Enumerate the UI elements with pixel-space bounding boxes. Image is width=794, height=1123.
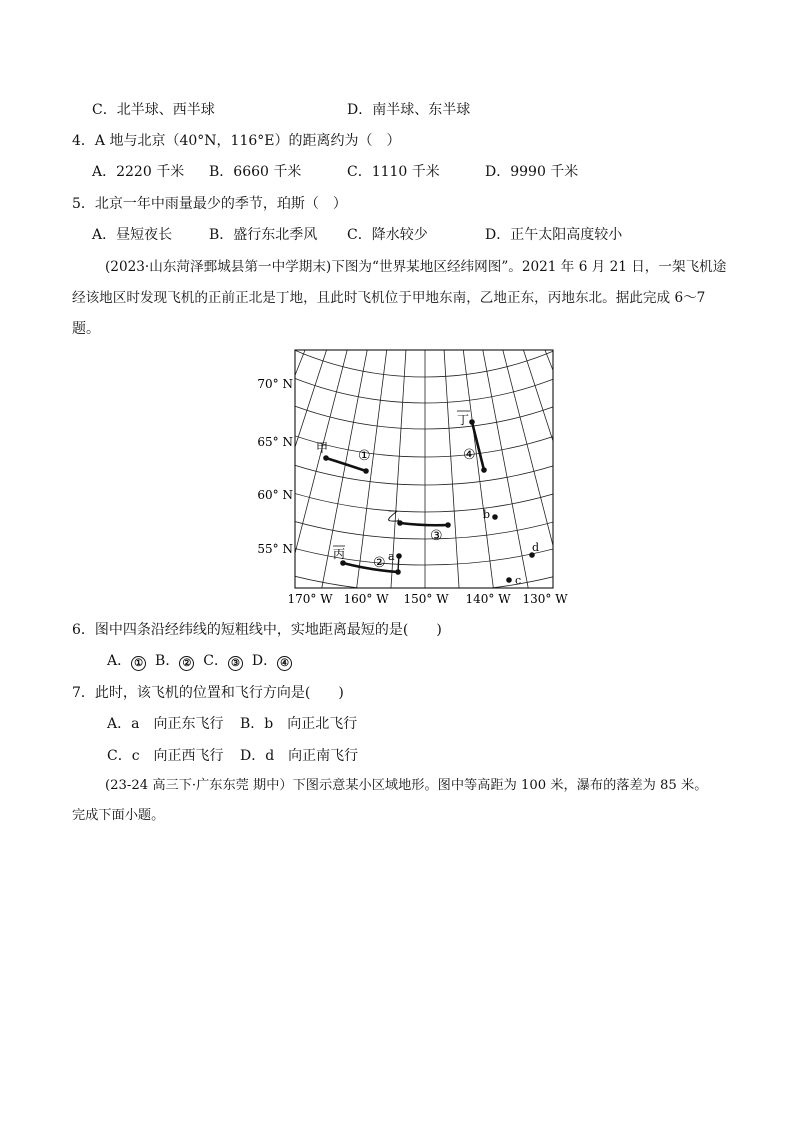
- graticule-map: [257, 347, 575, 609]
- q7-option-a: A．a 向正东飞行: [107, 716, 224, 732]
- meridian-line: [425, 47, 599, 725]
- q4-stem: 4．A 地与北京（40°N，116°E）的距离约为（ ）: [72, 133, 401, 149]
- label-yi: 乙: [387, 510, 401, 525]
- q5-option-c: C．降水较少: [347, 227, 428, 243]
- lon-label-130: 130° W: [522, 592, 568, 606]
- q4-option-b: B．6660 千米: [209, 164, 302, 180]
- intro1-line2: 经该地区时发现飞机的正前正北是丁地，且此时飞机位于甲地东南，乙地正东，丙地东北。据此完成 6～7: [72, 290, 706, 306]
- label-d: d: [532, 541, 540, 554]
- point-jia-end: [363, 468, 369, 474]
- q7-stem: 7．此时，该飞机的位置和飞行方向是( ): [72, 685, 344, 701]
- meridian-line: [425, 47, 641, 713]
- meridian-line: [381, 47, 425, 746]
- segment-3-line: [400, 523, 448, 525]
- point-b: [492, 514, 498, 520]
- parallel-line: [95, 0, 755, 377]
- point-bing-end: [395, 569, 401, 575]
- label-segment-2: ②: [373, 555, 386, 571]
- parallel-line: [0, 0, 794, 512]
- q6-option-c-mark: ③: [228, 656, 243, 671]
- lon-label-170: 170° W: [287, 592, 333, 606]
- label-a: a: [388, 550, 395, 563]
- intro1-line3: 题。: [72, 321, 100, 337]
- q7-option-c: C．c 向正西飞行: [107, 748, 224, 764]
- meridian-line: [425, 47, 469, 746]
- q3-option-d: D．南半球、东半球: [347, 102, 471, 118]
- label-b: b: [483, 508, 491, 521]
- lat-label-55: 55° N: [257, 542, 293, 556]
- point-yi-end: [445, 522, 451, 528]
- label-segment-1: ①: [358, 448, 371, 464]
- intro2-line2: 完成下面小题。: [72, 808, 165, 823]
- label-ding: 丁: [457, 413, 470, 427]
- lon-label-160: 160° W: [343, 592, 389, 606]
- q4-option-a: A．2220 千米: [92, 164, 185, 180]
- segment-2-line: [343, 563, 398, 572]
- point-a: [396, 553, 402, 559]
- meridian-line: [0, 47, 425, 586]
- point-c: [506, 577, 512, 583]
- point-jia: [323, 455, 329, 461]
- q6-option-a-prefix: A．: [107, 653, 132, 669]
- point-ding-end: [481, 467, 487, 473]
- label-jia: 甲: [316, 441, 329, 455]
- meridian-line: [425, 47, 794, 638]
- lon-label-150: 150° W: [403, 592, 449, 606]
- parallel-line: [43, 0, 794, 429]
- q5-option-a: A．昼短夜长: [92, 227, 173, 243]
- label-bing: 丙: [333, 547, 346, 561]
- q6-option-c-prefix: C．: [203, 653, 228, 669]
- point-bing: [340, 560, 346, 566]
- label-segment-3: ③: [430, 528, 443, 544]
- q3-option-c: C．北半球、西半球: [92, 102, 215, 118]
- lat-label-65: 65° N: [257, 435, 293, 449]
- lat-label-70: 70° N: [257, 377, 293, 391]
- q6-stem: 6．图中四条沿经纬线的短粗线中，实地距离最短的是( ): [72, 622, 442, 638]
- meridian-line: [425, 47, 794, 613]
- q5-stem: 5．北京一年中雨量最少的季节，珀斯（ ）: [72, 196, 347, 212]
- q5-option-b: B．盛行东北季风: [209, 227, 318, 243]
- q7-option-b: B．b 向正北飞行: [240, 716, 358, 732]
- q6-options: [107, 651, 292, 671]
- q6-option-b-mark: ②: [179, 656, 194, 671]
- q4-option-d: D．9990 千米: [485, 164, 579, 180]
- intro2-line1: (23-24 高三下·广东东莞 期中）下图示意某小区域地形。图中等高距为 100 米，瀑布的落差为 85 米。: [105, 778, 708, 793]
- q6-option-a-mark: ①: [131, 656, 146, 671]
- q6-option-d-mark: ④: [277, 656, 292, 671]
- point-ding: [469, 419, 475, 425]
- q7-option-d: D．d 向正南飞行: [240, 748, 359, 764]
- lon-label-140: 140° W: [465, 592, 511, 606]
- q6-option-d-prefix: D．: [251, 653, 278, 669]
- meridian-line: [425, 47, 794, 586]
- q6-option-b-prefix: B．: [155, 653, 180, 669]
- q4-option-c: C．1110 千米: [347, 164, 440, 180]
- lat-label-60: 60° N: [257, 488, 293, 502]
- label-c: c: [515, 574, 522, 587]
- q5-option-d: D．正午太阳高度较小: [485, 227, 623, 243]
- label-segment-4: ④: [463, 447, 476, 463]
- intro1-line1: (2023·山东菏泽鄄城县第一中学期末)下图为“世界某地区经纬网图”。2021 年 6 月 21 日，一架飞机途: [105, 259, 727, 275]
- meridian-line: [425, 47, 723, 680]
- meridian-line: [425, 47, 762, 660]
